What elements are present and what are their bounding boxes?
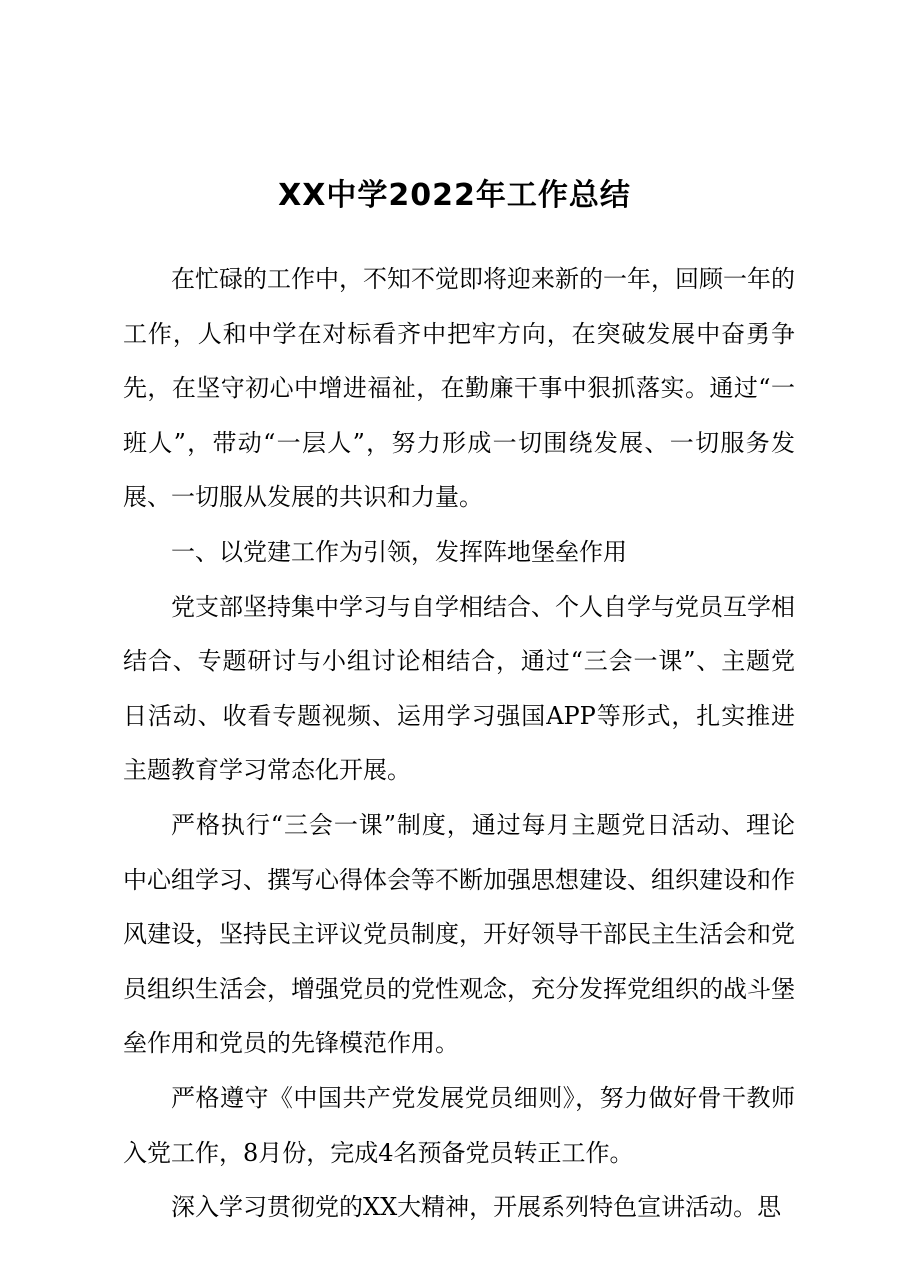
section-heading-1: 一、以党建工作为引领，发挥阵地堡垒作用 (171, 537, 627, 566)
paragraph-system: 严格执行“三会一课”制度，通过每月主题党日活动、理论中心组学习、撰写心得体会等不断加强思想建设、组织建设和作风建设，坚持民主评议党员制度，开好领导干部民主生活会和党员组织生活会，增强党员的党性观念，充分发挥党组织的战斗堡垒作用和党员的先锋模范作用。 (123, 810, 795, 1058)
paragraph-membership: 严格遵守《中国共产党发展党员细则》，努力做好骨干教师入党工作，8月份，完成4名预备党员转正工作。 (123, 1083, 795, 1167)
document-title: XX中学2022年工作总结 (278, 178, 631, 213)
document-body (123, 252, 795, 1235)
paragraph-intro: 在忙碌的工作中，不知不觉即将迎来新的一年，回顾一年的工作，人和中学在对标看齐中把牢方向，在突破发展中奋勇争先，在坚守初心中增进福祉，在勤廉干事中狠抓落实。通过“一班人”，带动“一层人”，努力形成一切围绕发展、一切服务发展、一切服从发展的共识和力量。 (123, 265, 795, 512)
paragraph-study: 党支部坚持集中学习与自学相结合、个人自学与党员互学相结合、专题研讨与小组讨论相结合，通过“三会一课”、主题党日活动、收看专题视频、运用学习强国APP等形式，扎实推进主题教育学习常态化开展。 (123, 592, 795, 785)
paragraph-xx-congress: 深入学习贯彻党的XX大精神，开展系列特色宣讲活动。思 (171, 1193, 782, 1222)
